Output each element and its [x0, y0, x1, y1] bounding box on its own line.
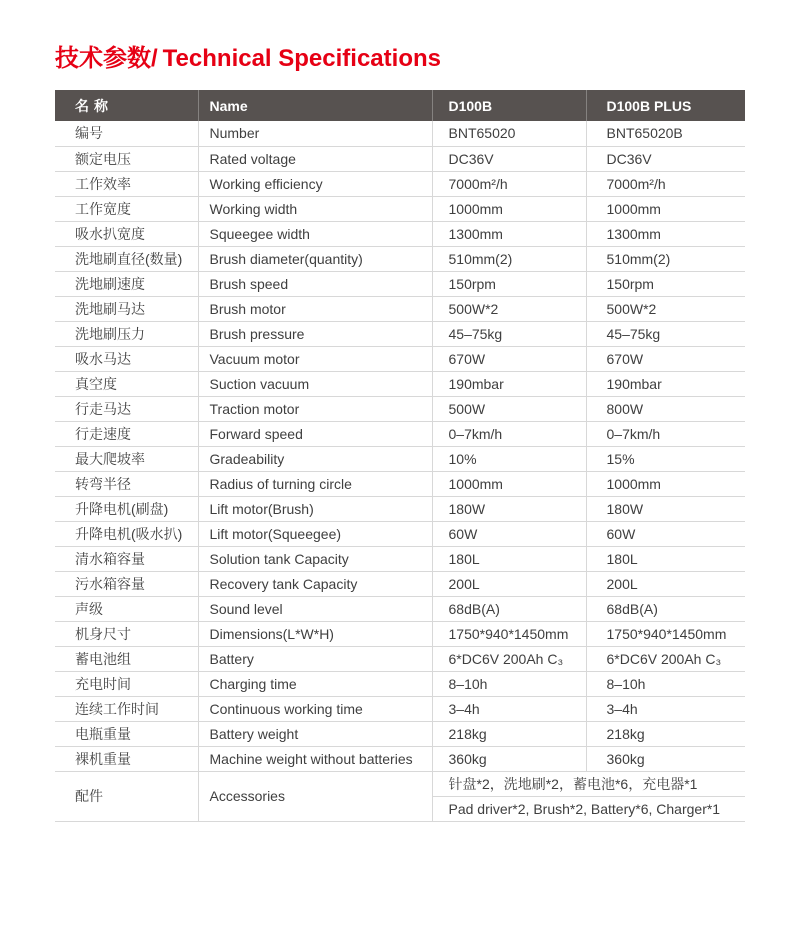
spec-value-d100b: 500W: [432, 396, 586, 421]
spec-value-d100b-plus: 1000mm: [586, 471, 745, 496]
spec-name-cn: 连续工作时间: [55, 696, 198, 721]
table-row: [55, 496, 745, 521]
spec-name-cn: 工作效率: [55, 171, 198, 196]
spec-name-en: Number: [198, 121, 432, 146]
spec-name-en: Solution tank Capacity: [198, 546, 432, 571]
spec-name-cn: 工作宽度: [55, 196, 198, 221]
spec-name-cn: 真空度: [55, 371, 198, 396]
table-row: [55, 221, 745, 246]
table-row: [55, 646, 745, 671]
spec-name-en: Radius of turning circle: [198, 471, 432, 496]
spec-name-en: Sound level: [198, 596, 432, 621]
table-row: [55, 296, 745, 321]
spec-value-d100b-plus: 45–75kg: [586, 321, 745, 346]
spec-name-cn: 洗地刷直径(数量): [55, 246, 198, 271]
spec-name-cn: 行走马达: [55, 396, 198, 421]
table-row: [55, 546, 745, 571]
spec-name-cn: 洗地刷速度: [55, 271, 198, 296]
spec-name-en: Lift motor(Squeegee): [198, 521, 432, 546]
spec-name-en: Rated voltage: [198, 146, 432, 171]
spec-name-en: Brush diameter(quantity): [198, 246, 432, 271]
spec-value-d100b: 150rpm: [432, 271, 586, 296]
page-title-english: Technical Specifications: [162, 45, 441, 72]
spec-name-cn: 编号: [55, 121, 198, 146]
spec-name-en: Brush motor: [198, 296, 432, 321]
spec-name-cn: 洗地刷马达: [55, 296, 198, 321]
spec-name-cn: 机身尺寸: [55, 621, 198, 646]
spec-value-d100b-plus: 150rpm: [586, 271, 745, 296]
spec-name-en: Lift motor(Brush): [198, 496, 432, 521]
spec-name-en: Squeegee width: [198, 221, 432, 246]
spec-value-d100b-plus: 3–4h: [586, 696, 745, 721]
spec-value-d100b-plus: 7000m²/h: [586, 171, 745, 196]
spec-name-en: Working efficiency: [198, 171, 432, 196]
spec-name-cn: 裸机重量: [55, 746, 198, 771]
spec-value-d100b: 0–7km/h: [432, 421, 586, 446]
spec-value-d100b-plus: DC36V: [586, 146, 745, 171]
spec-value-d100b: 670W: [432, 346, 586, 371]
spec-value-d100b: 1000mm: [432, 196, 586, 221]
spec-value-d100b: 68dB(A): [432, 596, 586, 621]
spec-value-d100b-plus: 68dB(A): [586, 596, 745, 621]
spec-value-d100b-plus: 670W: [586, 346, 745, 371]
spec-name-cn: 升降电机(吸水扒): [55, 521, 198, 546]
spec-name-en: Machine weight without batteries: [198, 746, 432, 771]
table-row: [55, 121, 745, 146]
spec-value-d100b-plus: 8–10h: [586, 671, 745, 696]
table-row: [55, 371, 745, 396]
spec-name-cn: 污水箱容量: [55, 571, 198, 596]
table-row: [55, 521, 745, 546]
table-row: [55, 746, 745, 771]
accessories-values-en: Pad driver*2, Brush*2, Battery*6, Charger*1: [432, 796, 745, 821]
spec-name-en: Suction vacuum: [198, 371, 432, 396]
spec-name-en: Charging time: [198, 671, 432, 696]
spec-value-d100b: 510mm(2): [432, 246, 586, 271]
spec-name-cn: 升降电机(刷盘): [55, 496, 198, 521]
spec-name-cn: 额定电压: [55, 146, 198, 171]
spec-table-body: [55, 121, 745, 771]
spec-value-d100b-plus: 1000mm: [586, 196, 745, 221]
spec-name-cn: 电瓶重量: [55, 721, 198, 746]
page-title: [55, 46, 800, 72]
spec-name-cn: 吸水马达: [55, 346, 198, 371]
spec-name-cn: 清水箱容量: [55, 546, 198, 571]
spec-value-d100b-plus: 0–7km/h: [586, 421, 745, 446]
table-row: [55, 321, 745, 346]
table-row: [55, 671, 745, 696]
header-name-cn: 名称: [55, 90, 198, 121]
spec-value-d100b-plus: 218kg: [586, 721, 745, 746]
spec-value-d100b-plus: 180W: [586, 496, 745, 521]
table-row: [55, 571, 745, 596]
spec-value-d100b: BNT65020: [432, 121, 586, 146]
spec-name-en: Recovery tank Capacity: [198, 571, 432, 596]
spec-name-cn: 吸水扒宽度: [55, 221, 198, 246]
spec-value-d100b-plus: 500W*2: [586, 296, 745, 321]
table-row: [55, 421, 745, 446]
spec-value-d100b-plus: 190mbar: [586, 371, 745, 396]
spec-value-d100b-plus: 200L: [586, 571, 745, 596]
spec-name-cn: 充电时间: [55, 671, 198, 696]
table-row: [55, 146, 745, 171]
page-title-chinese: 技术参数/: [55, 45, 158, 72]
spec-name-en: Brush speed: [198, 271, 432, 296]
spec-name-en: Accessories: [198, 771, 432, 821]
spec-value-d100b-plus: 800W: [586, 396, 745, 421]
spec-name-cn: 洗地刷压力: [55, 321, 198, 346]
accessories-values-cn: 针盘*2，洗地刷*2，蓄电池*6，充电器*1: [432, 771, 745, 796]
spec-name-en: Working width: [198, 196, 432, 221]
spec-value-d100b: 200L: [432, 571, 586, 596]
header-model-d100b: D100B: [432, 90, 586, 121]
spec-name-cn: 蓄电池组: [55, 646, 198, 671]
spec-value-d100b: 60W: [432, 521, 586, 546]
spec-value-d100b: 180L: [432, 546, 586, 571]
table-row: [55, 396, 745, 421]
spec-table: [55, 90, 745, 822]
table-row: [55, 596, 745, 621]
table-row-accessories: [55, 771, 745, 796]
spec-value-d100b-plus: 510mm(2): [586, 246, 745, 271]
table-row: [55, 471, 745, 496]
table-row: [55, 721, 745, 746]
spec-value-d100b: 1000mm: [432, 471, 586, 496]
table-row: [55, 246, 745, 271]
spec-name-en: Traction motor: [198, 396, 432, 421]
spec-value-d100b: 7000m²/h: [432, 171, 586, 196]
spec-name-en: Battery weight: [198, 721, 432, 746]
header-model-d100b-plus: D100B PLUS: [586, 90, 745, 121]
spec-name-cn: 行走速度: [55, 421, 198, 446]
spec-name-cn: 转弯半径: [55, 471, 198, 496]
spec-value-d100b: 6*DC6V 200Ah C₃: [432, 646, 586, 671]
spec-value-d100b-plus: 1300mm: [586, 221, 745, 246]
spec-value-d100b: 8–10h: [432, 671, 586, 696]
spec-name-en: Gradeability: [198, 446, 432, 471]
spec-value-d100b: 1750*940*1450mm: [432, 621, 586, 646]
spec-table-header: [55, 90, 745, 121]
table-row: [55, 346, 745, 371]
spec-value-d100b-plus: 180L: [586, 546, 745, 571]
header-name-en: Name: [198, 90, 432, 121]
table-row: [55, 271, 745, 296]
spec-table-accessories: [55, 771, 745, 821]
spec-name-cn: 声级: [55, 596, 198, 621]
spec-value-d100b-plus: 60W: [586, 521, 745, 546]
table-row: [55, 196, 745, 221]
spec-value-d100b-plus: BNT65020B: [586, 121, 745, 146]
spec-value-d100b-plus: 360kg: [586, 746, 745, 771]
spec-name-en: Continuous working time: [198, 696, 432, 721]
spec-name-cn: 最大爬坡率: [55, 446, 198, 471]
table-row: [55, 171, 745, 196]
spec-value-d100b: 45–75kg: [432, 321, 586, 346]
spec-name-en: Brush pressure: [198, 321, 432, 346]
spec-name-en: Vacuum motor: [198, 346, 432, 371]
spec-value-d100b: 218kg: [432, 721, 586, 746]
spec-name-en: Battery: [198, 646, 432, 671]
spec-value-d100b-plus: 15%: [586, 446, 745, 471]
table-row: [55, 446, 745, 471]
spec-value-d100b: 360kg: [432, 746, 586, 771]
spec-value-d100b: 500W*2: [432, 296, 586, 321]
spec-value-d100b: 190mbar: [432, 371, 586, 396]
spec-value-d100b-plus: 6*DC6V 200Ah C₃: [586, 646, 745, 671]
spec-value-d100b: 10%: [432, 446, 586, 471]
table-row: [55, 621, 745, 646]
table-row: [55, 696, 745, 721]
spec-value-d100b: 3–4h: [432, 696, 586, 721]
spec-value-d100b-plus: 1750*940*1450mm: [586, 621, 745, 646]
table-header-row: [55, 90, 745, 121]
spec-name-cn: 配件: [55, 771, 198, 821]
spec-value-d100b: 1300mm: [432, 221, 586, 246]
spec-name-en: Dimensions(L*W*H): [198, 621, 432, 646]
spec-value-d100b: 180W: [432, 496, 586, 521]
spec-name-en: Forward speed: [198, 421, 432, 446]
spec-value-d100b: DC36V: [432, 146, 586, 171]
